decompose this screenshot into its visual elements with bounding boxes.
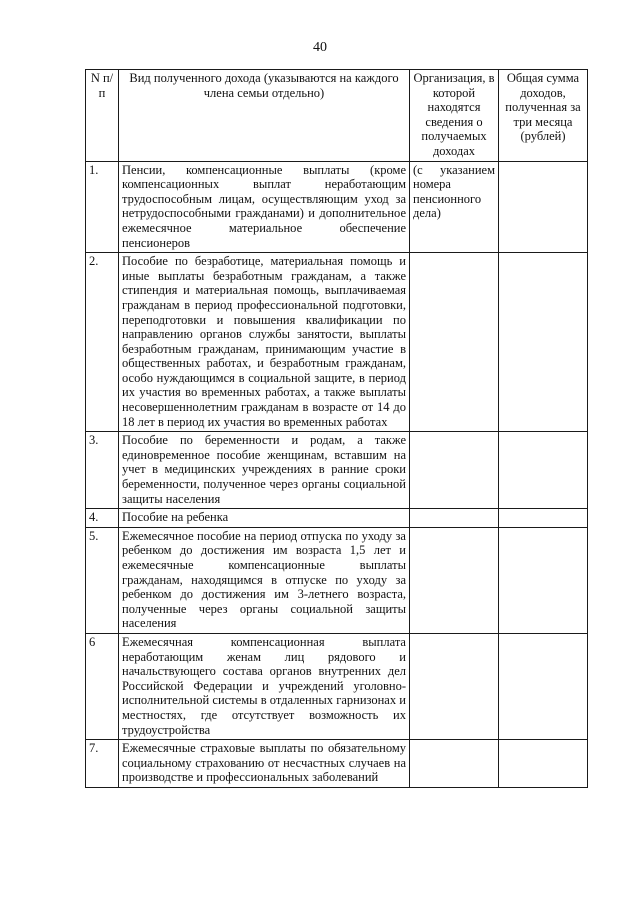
total-sum-cell [499,527,588,633]
table-row [86,432,588,509]
income-type-cell: Ежемесячные страховые выплаты по обязательному социальному страхованию от несчастных случаев на производстве и профессиональных заболеваний [119,740,410,788]
organization-cell [410,509,499,528]
organization-cell: (с указанием номера пенсионного дела) [410,161,499,253]
income-type-cell: Пособие на ребенка [119,509,410,528]
row-number-cell: 5. [86,527,119,633]
page-number: 40 [313,40,327,55]
row-number-cell: 4. [86,509,119,528]
header-number: N п/п [86,70,119,162]
income-type-cell: Пособие по безработице, материальная помощь и иные выплаты безработным гражданам, а также стипендия и материальная помощь, выплачиваемая гражданам в период профессиональной подготовки, переподготовки и повышения квалификации по направлению органов службы занятости, выплаты безработным гражданам, принимающим участие в общественных работах, и безработным гражданам, особо нуждающимся в социальной защите, в период их участия во временных работах, а также выплаты несовершеннолетним гражданам в возрасте от 14 до 18 лет в период их участия во временных работах [119,253,410,432]
total-sum-cell [499,161,588,253]
row-number-cell: 1. [86,161,119,253]
total-sum-cell [499,740,588,788]
row-number-cell: 7. [86,740,119,788]
organization-cell [410,633,499,739]
header-organization: Организация, в которой находятся сведения о получаемых доходах [410,70,499,162]
table-row [86,253,588,432]
header-income-type: Вид полученного дохода (указываются на каждого члена семьи отдельно) [119,70,410,162]
table-row [86,509,588,528]
income-table [85,69,588,788]
table-row [86,633,588,739]
table-header-row [86,70,588,162]
income-type-cell: Пособие по беременности и родам, а также единовременное пособие женщинам, вставшим на учет в медицинских учреждениях в ранние сроки беременности, полученное через органы социальной защиты населения [119,432,410,509]
organization-cell [410,527,499,633]
row-number-cell: 6 [86,633,119,739]
table-row [86,161,588,253]
row-number-cell: 2. [86,253,119,432]
table-body [86,161,588,787]
income-type-cell: Ежемесячное пособие на период отпуска по уходу за ребенком до достижения им возраста 1,5 лет и ежемесячные компенсационные выплаты гражданам, находящимся в отпуске по уходу за ребенком до достижения им 3-летнего возраста, полученные через органы социальной защиты населения [119,527,410,633]
total-sum-cell [499,432,588,509]
organization-cell [410,253,499,432]
income-type-cell: Пенсии, компенсационные выплаты (кроме компенсационных выплат неработающим трудоспособным лицам, осуществляющим уход за нетрудоспособными гражданами) и дополнительное ежемесячное материальное обеспечение пенсионеров [119,161,410,253]
income-type-cell: Ежемесячная компенсационная выплата неработающим женам лиц рядового и начальствующего состава органов внутренних дел Российской Федерации и учреждений уголовно-исполнительной системы в отдаленных гарнизонах и местностях, где отсутствует возможность их трудоустройства [119,633,410,739]
table-row [86,527,588,633]
organization-cell [410,740,499,788]
header-total-sum: Общая сумма доходов, полученная за три месяца (рублей) [499,70,588,162]
total-sum-cell [499,509,588,528]
total-sum-cell [499,253,588,432]
table-row [86,740,588,788]
organization-cell [410,432,499,509]
total-sum-cell [499,633,588,739]
row-number-cell: 3. [86,432,119,509]
